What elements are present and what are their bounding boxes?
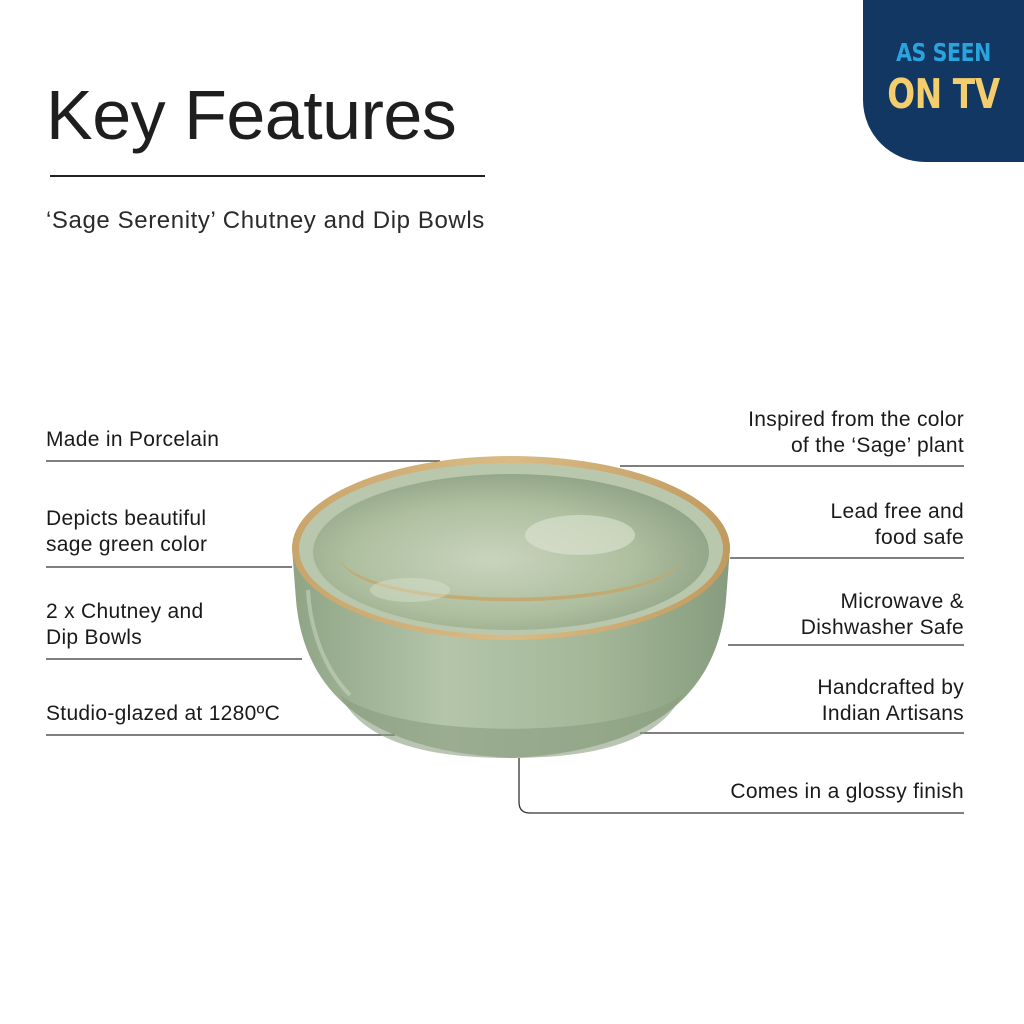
feature-lead-free (830, 499, 964, 551)
feature-label: 2 x Chutney and (46, 600, 204, 623)
feature-inspired-by-sage (748, 407, 964, 459)
feature-made-in-porcelain (46, 427, 219, 453)
feature-label: Studio-glazed at 1280ºC (46, 702, 281, 725)
feature-sage-green-color (46, 506, 207, 558)
feature-studio-glazed (46, 701, 280, 727)
feature-label: Handcrafted by (817, 676, 964, 699)
feature-label: Depicts beautiful (46, 507, 207, 530)
feature-label: Dip Bowls (46, 626, 143, 649)
feature-microwave-safe (801, 589, 964, 641)
feature-label: of the ‘Sage’ plant (790, 434, 964, 457)
sage-green-bowl-image (280, 440, 742, 770)
feature-handcrafted (817, 675, 964, 727)
feature-label: food safe (874, 526, 964, 549)
feature-label: Made in Porcelain (46, 428, 220, 451)
feature-label: Dishwasher Safe (800, 616, 964, 639)
feature-label: Inspired from the color (748, 408, 964, 431)
badge-line-1: AS SEEN (896, 38, 991, 67)
feature-label: Microwave & (840, 590, 964, 613)
feature-bowl-count (46, 599, 203, 651)
feature-glossy-finish (730, 779, 964, 805)
feature-label: Indian Artisans (821, 702, 964, 725)
product-subtitle: ‘Sage Serenity’ Chutney and Dip Bowls (46, 207, 485, 234)
feature-label: Lead free and (830, 500, 964, 523)
badge-line-2: ON TV (887, 70, 1000, 118)
page-title: Key Features (46, 76, 457, 154)
feature-label: sage green color (46, 533, 208, 556)
feature-label: Comes in a glossy finish (730, 780, 964, 803)
